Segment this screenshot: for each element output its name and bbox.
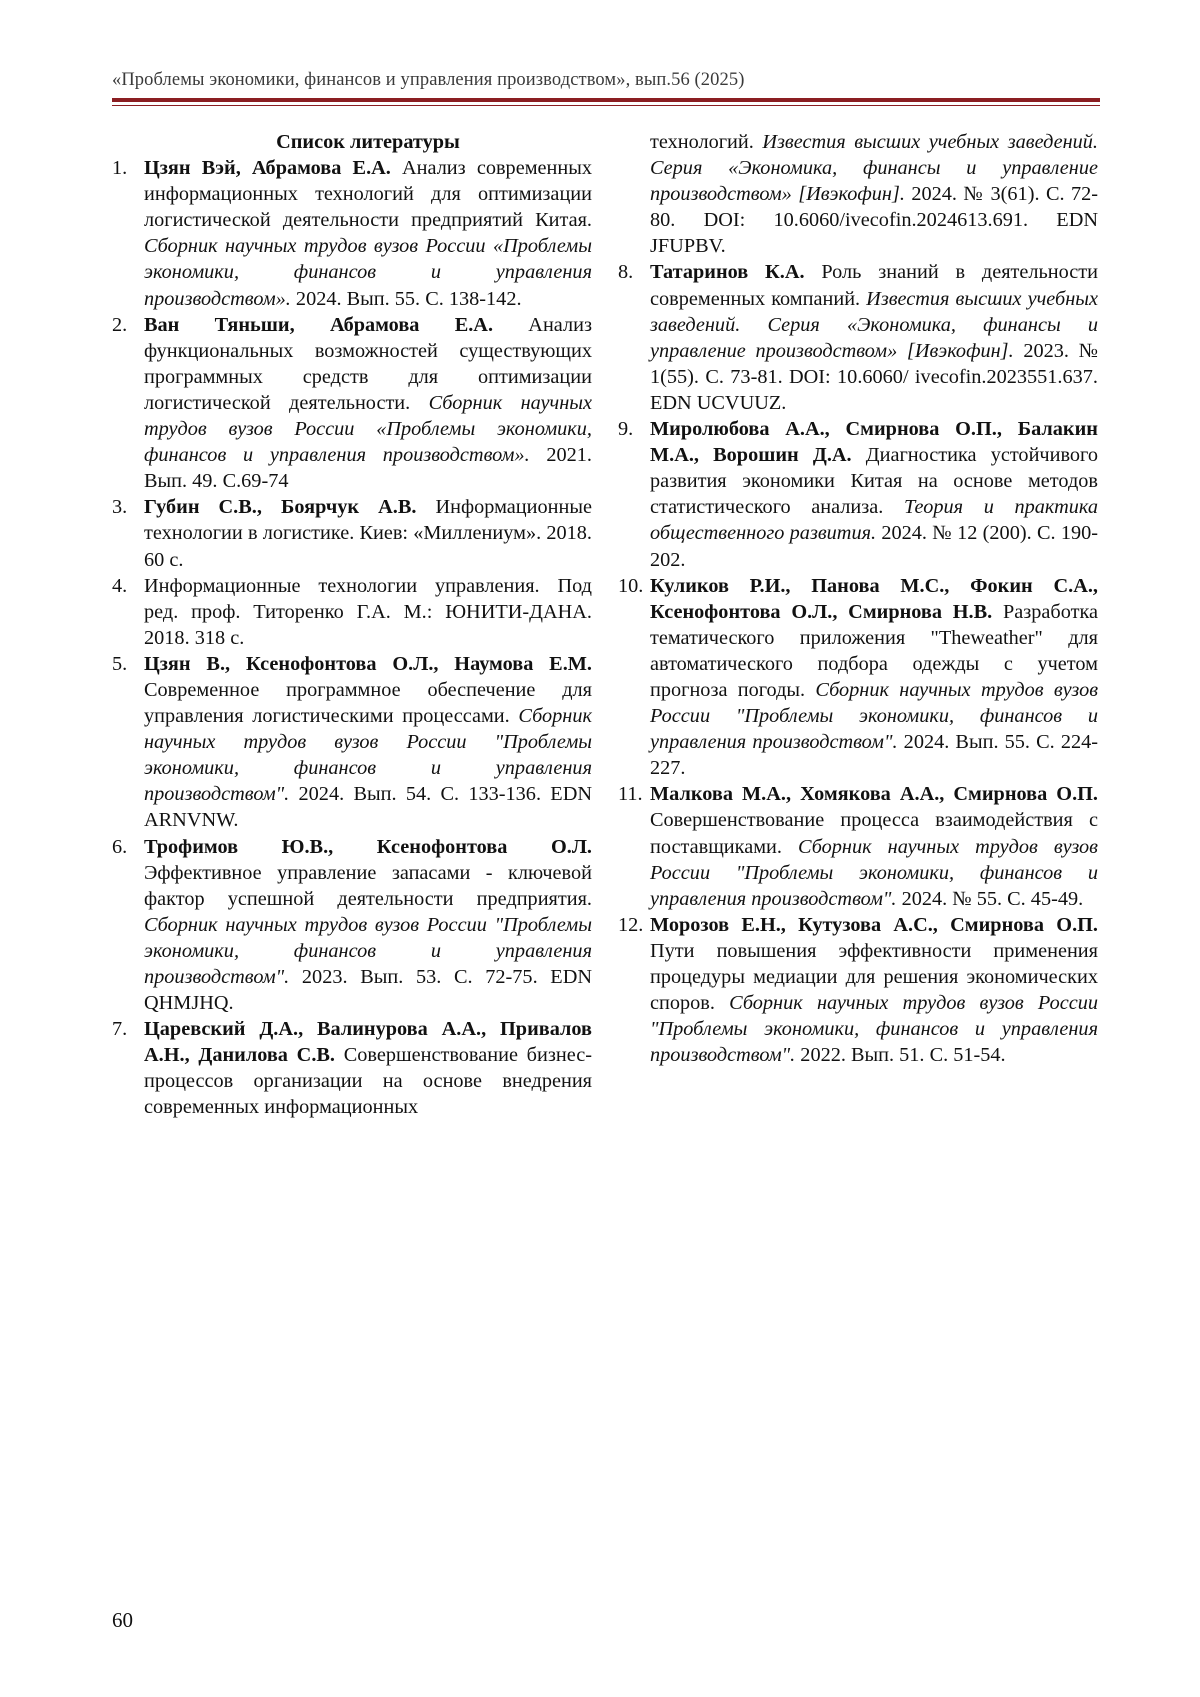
reference-details: 2024. Вып. 55. С. 224-227. bbox=[650, 731, 1098, 780]
left-column bbox=[112, 129, 592, 1121]
reference-text bbox=[144, 573, 592, 651]
right-column bbox=[618, 129, 1098, 1068]
reference-details: 2024. Вып. 54. С. 133-136. EDN ARNVNW. bbox=[144, 783, 592, 832]
reference-source: Сборник научных трудов вузов России "Проблемы экономики, финансов и управления производством". bbox=[144, 705, 592, 806]
reference-source: Сборник научных трудов вузов России "Проблемы экономики, финансов и управления производством". bbox=[144, 913, 592, 988]
reference-source: Известия высших учебных заведений. Серия «Экономика, финансы и управление производством» [Ивэкофин]. bbox=[650, 287, 1098, 362]
reference-source: Сборник научных трудов вузов России «Проблемы экономики, финансов и управления производством». bbox=[144, 391, 592, 467]
reference-number: 9. bbox=[618, 418, 634, 441]
reference-authors: Губин С.В., Боярчук А.В. bbox=[144, 496, 417, 519]
reference-number: 12. bbox=[618, 913, 644, 936]
reference-item bbox=[112, 651, 592, 834]
reference-title: Диагностика устойчивого развития экономики Китая на основе методов статистического анализа. bbox=[650, 444, 1099, 519]
reference-text bbox=[650, 573, 1098, 782]
reference-title: Совершенствование процесса взаимодействия с поставщиками. bbox=[650, 809, 1098, 858]
reference-source: Сборник научных трудов вузов России "Проблемы экономики, финансов и управления производством". bbox=[650, 835, 1098, 910]
reference-title: Совершенствование бизнес-процессов организации на основе внедрения современных информационных bbox=[144, 1044, 592, 1119]
reference-authors: Куликов Р.И., Панова М.С., Фокин С.А., Ксенофонтова О.Л., Смирнова Н.В. bbox=[650, 574, 1098, 623]
reference-number: 7. bbox=[112, 1018, 128, 1041]
reference-details: 2021. Вып. 49. С.69-74 bbox=[144, 444, 593, 493]
reference-text bbox=[144, 1016, 592, 1120]
reference-title: Анализ функциональных возможностей существующих программных средств для оптимизации логистической деятельности. bbox=[144, 313, 592, 414]
reference-item bbox=[618, 912, 1098, 1069]
reference-item bbox=[618, 416, 1098, 573]
reference-title: Современное программное обеспечение для управления логистическими процессами. bbox=[144, 678, 592, 728]
reference-details: 2024. № 12 (200). С. 190-202. bbox=[650, 522, 1098, 571]
reference-item bbox=[112, 312, 592, 495]
reference-number: 8. bbox=[618, 261, 634, 284]
page-number: 60 bbox=[112, 1608, 133, 1632]
reference-source: Сборник научных трудов вузов России «Проблемы экономики, финансов и управления производством». bbox=[144, 235, 592, 310]
reference-text bbox=[650, 416, 1098, 573]
reference-source: Сборник научных трудов вузов России "Проблемы экономики, финансов и управления производством". bbox=[650, 678, 1099, 754]
reference-number: 3. bbox=[112, 496, 128, 519]
reference-title: Эффективное управление запасами - ключевой фактор успешной деятельности предприятия. bbox=[144, 861, 592, 910]
reference-number: 10. bbox=[618, 574, 644, 597]
reference-authors: Татаринов К.А. bbox=[650, 261, 805, 284]
reference-title: Анализ современных информационных технологий для оптимизации логистической деятельности предприятий Китая. bbox=[144, 157, 593, 232]
reference-item bbox=[112, 573, 592, 651]
reference-title: технологий. bbox=[650, 131, 763, 153]
reference-authors: Миролюбова А.А., Смирнова О.П., Балакин М.А., Ворошин Д.А. bbox=[650, 418, 1098, 467]
reference-details: 2024. № 55. С. 45-49. bbox=[896, 887, 1084, 910]
reference-text bbox=[144, 834, 592, 1017]
reference-authors: Цзян Вэй, Абрамова Е.А. bbox=[144, 157, 391, 180]
reference-item bbox=[112, 1016, 592, 1120]
reference-title: Пути повышения эффективности применения процедуры медиации для решения экономических споров. bbox=[650, 939, 1098, 1015]
reference-text bbox=[650, 259, 1098, 416]
reference-text bbox=[144, 494, 592, 572]
reference-item bbox=[618, 259, 1098, 416]
reference-authors: Царевский Д.А., Валинурова А.А., Привалов А.Н., Данилова С.В. bbox=[144, 1018, 592, 1067]
reference-title: Роль знаний в деятельности современных компаний. bbox=[650, 261, 1099, 310]
reference-details: 2024. № 3(61). С. 72-80. DOI: 10.6060/ivecofin.2024613.691. EDN JFUPBV. bbox=[650, 183, 1099, 258]
reference-continuation bbox=[618, 129, 1098, 259]
reference-number: 1. bbox=[112, 157, 128, 180]
reference-item bbox=[112, 155, 592, 312]
reference-authors: Трофимов Ю.В., Ксенофонтова О.Л. bbox=[144, 835, 592, 858]
reference-authors: Малкова М.А., Хомякова А.А., Смирнова О.П. bbox=[650, 783, 1098, 806]
reference-number: 11. bbox=[618, 783, 643, 806]
reference-number: 4. bbox=[112, 574, 128, 597]
reference-details: 2023. № 1(55). С. 73-81. DOI: 10.6060/ ivecofin.2023551.637. EDN UCVUUZ. bbox=[650, 339, 1098, 414]
reference-details: 2022. Вып. 51. С. 51-54. bbox=[795, 1044, 1006, 1067]
reference-title: Информационные технологии в логистике. Киев: «Миллениум». 2018. 60 с. bbox=[144, 496, 592, 571]
reference-text bbox=[144, 651, 592, 834]
reference-number: 2. bbox=[112, 313, 128, 336]
reference-text bbox=[144, 155, 592, 312]
reference-title: Информационные технологии управления. Под ред. проф. Титоренко Г.А. М.: ЮНИТИ-ДАНА. 2018. 318 с. bbox=[144, 574, 592, 649]
reference-item bbox=[112, 494, 592, 572]
header-rule-thin bbox=[112, 105, 1100, 106]
references-title: Список литературы bbox=[276, 131, 460, 153]
reference-authors: Цзян В., Ксенофонтова О.Л., Наумова Е.М. bbox=[144, 652, 592, 675]
reference-title: Разработка тематического приложения "Theweather" для автоматического подбора одежды с учетом прогноза погоды. bbox=[650, 600, 1099, 701]
reference-number: 6. bbox=[112, 835, 128, 858]
reference-details: 2023. Вып. 53. С. 72-75. EDN QHMJHQ. bbox=[144, 966, 592, 1015]
reference-source: Известия высших учебных заведений. Серия «Экономика, финансы и управление производством» [Ивэкофин]. bbox=[650, 131, 1098, 206]
reference-source: Сборник научных трудов вузов России "Проблемы экономики, финансов и управления производством". bbox=[650, 992, 1098, 1067]
reference-number: 5. bbox=[112, 652, 128, 675]
reference-source: Теория и практика общественного развития. bbox=[650, 496, 1099, 545]
running-header: «Проблемы экономики, финансов и управления производством», вып.56 (2025) bbox=[112, 70, 745, 90]
reference-text bbox=[650, 912, 1098, 1069]
reference-details: 2024. Вып. 55. С. 138-142. bbox=[290, 287, 522, 310]
reference-text bbox=[144, 312, 592, 495]
header-rule bbox=[112, 98, 1100, 102]
reference-authors: Морозов Е.Н., Кутузова А.С., Смирнова О.П. bbox=[650, 913, 1098, 936]
reference-item bbox=[618, 781, 1098, 911]
reference-text bbox=[650, 781, 1098, 911]
reference-item bbox=[618, 573, 1098, 782]
reference-authors: Ван Тяньши, Абрамова Е.А. bbox=[144, 313, 494, 336]
reference-item bbox=[112, 834, 592, 1017]
